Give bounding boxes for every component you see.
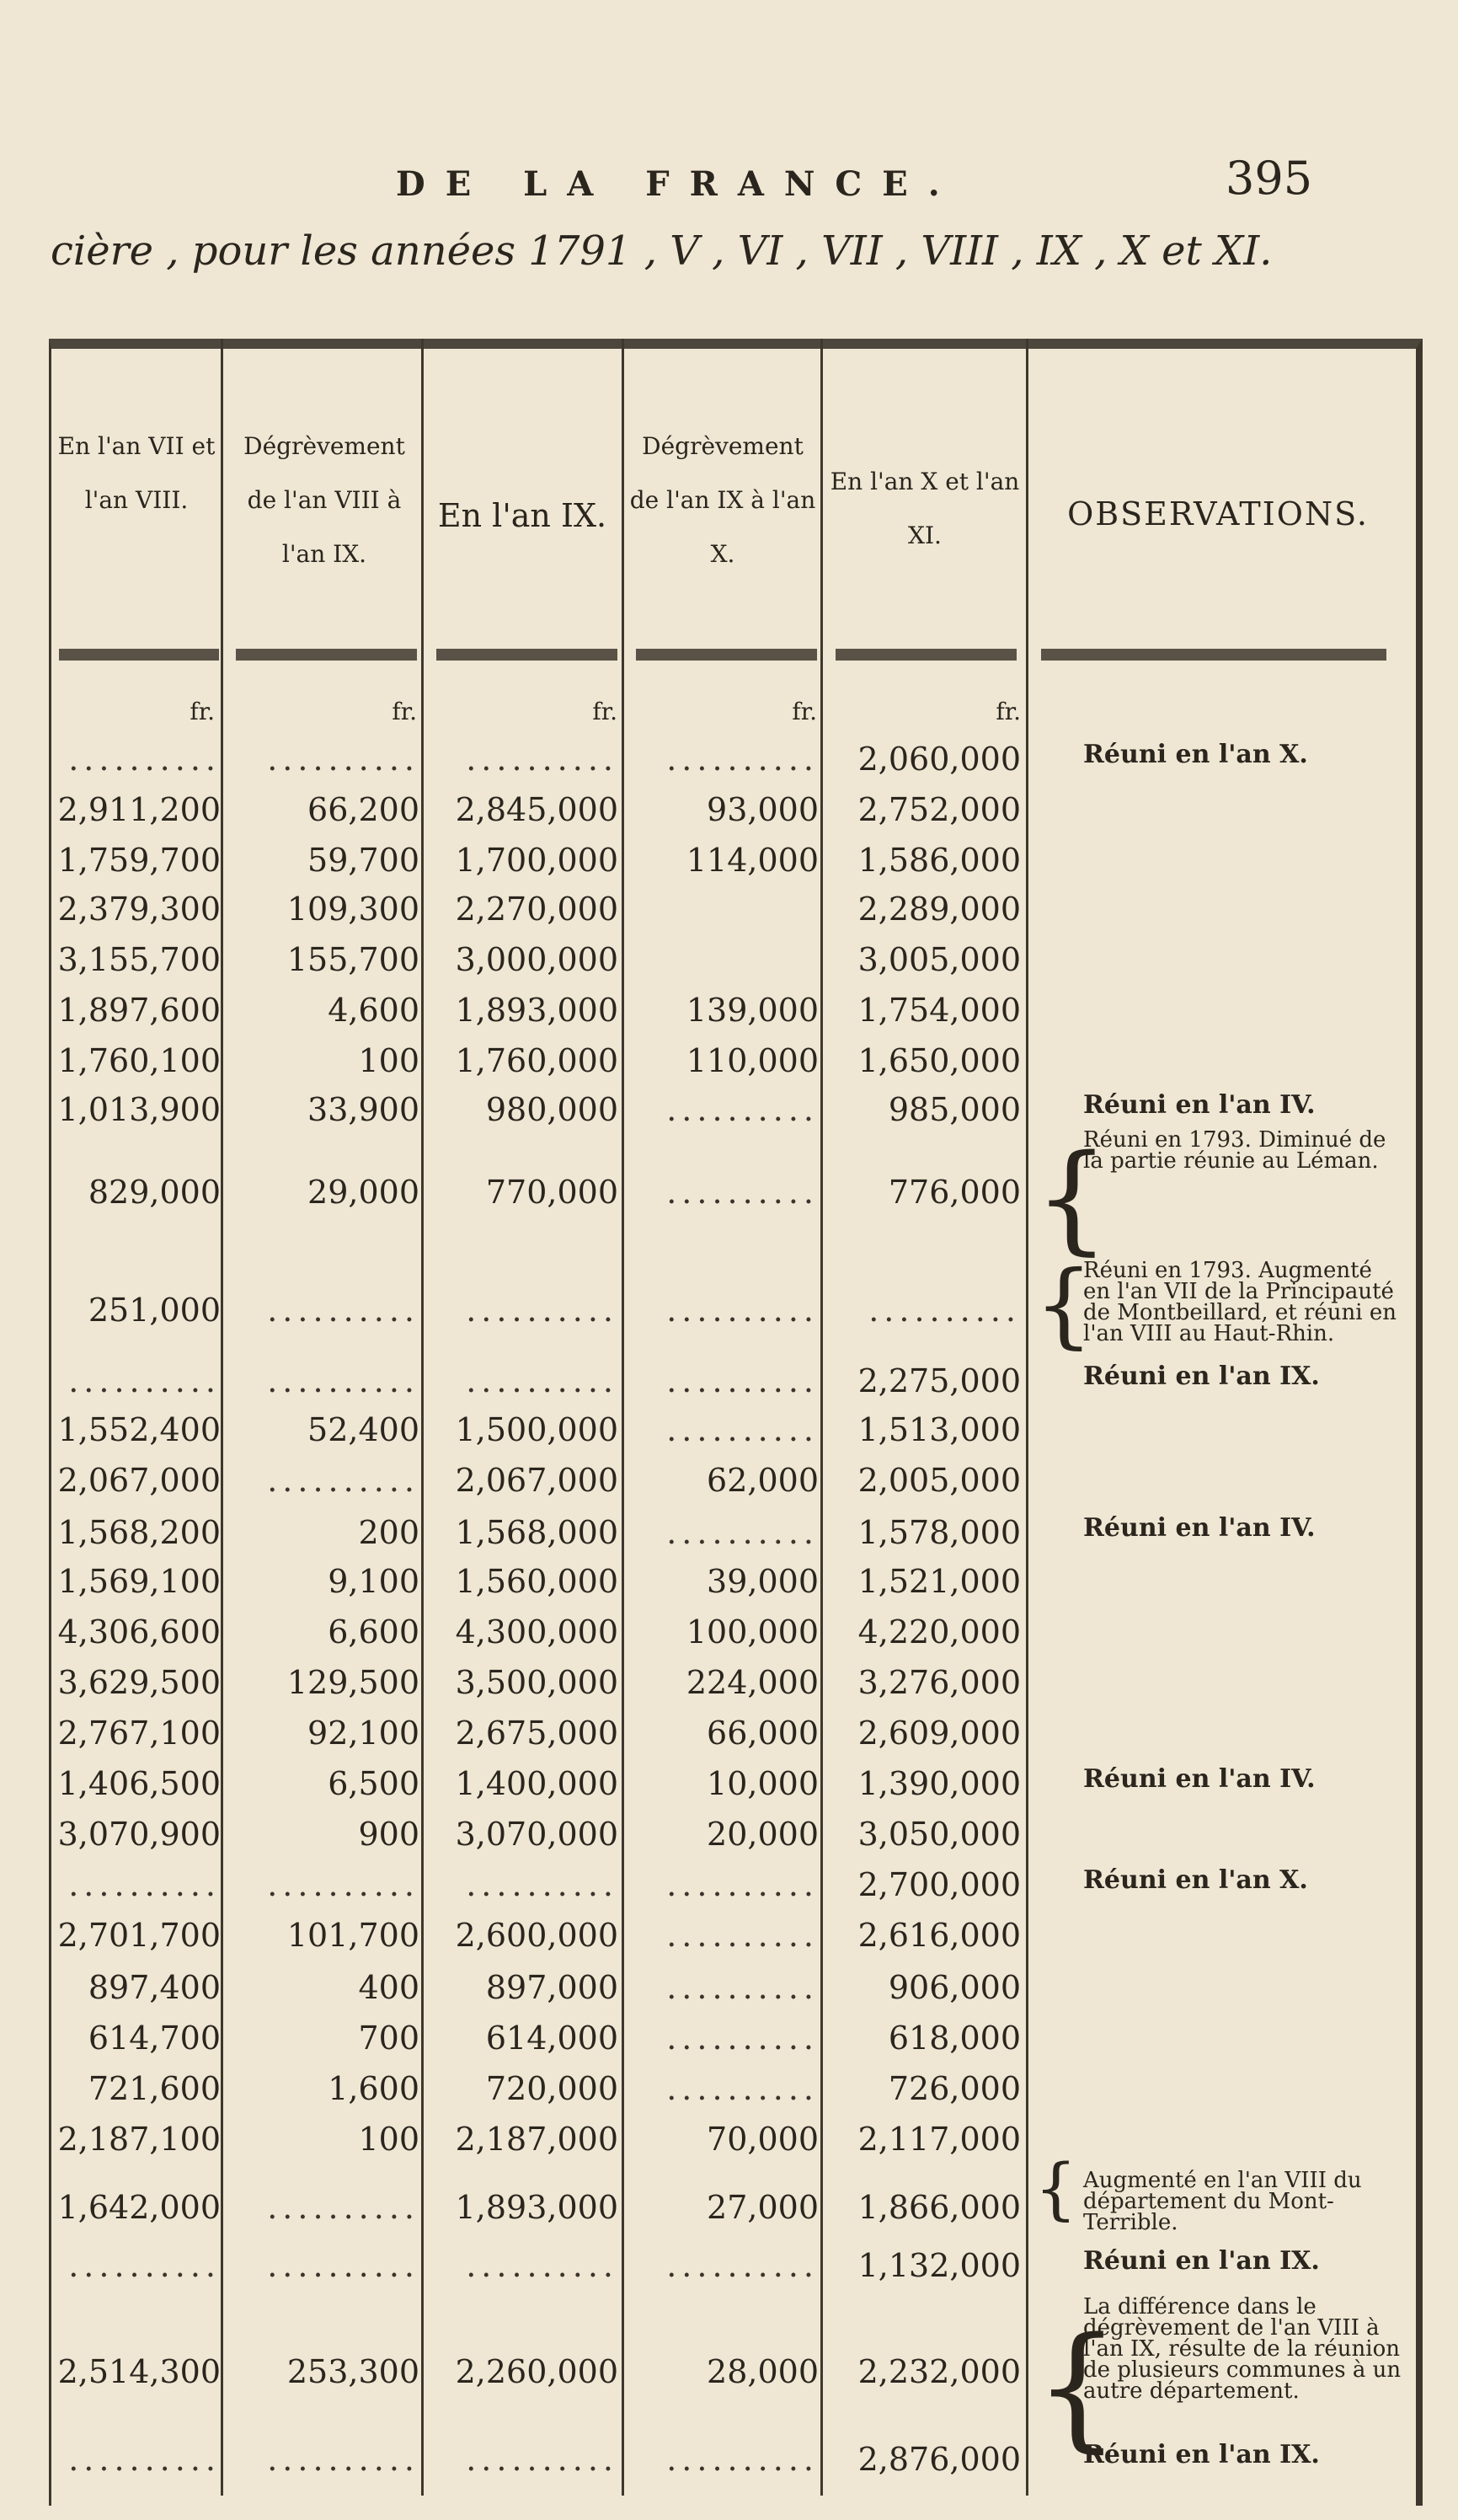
table-cell: 1,560,000 xyxy=(455,1563,618,1600)
table-cell: 52,400 xyxy=(307,1411,419,1448)
header-rule xyxy=(236,649,417,661)
column-header-observations: OBSERVATIONS. xyxy=(1067,495,1369,532)
table-row xyxy=(0,1036,1458,1085)
table-cell: .......... xyxy=(666,2070,819,2107)
table-cell: 2,275,000 xyxy=(857,1362,1021,1399)
table-row xyxy=(0,1658,1458,1707)
table-cell: 1,406,500 xyxy=(57,1765,221,1802)
table-cell: .......... xyxy=(466,1362,618,1399)
table-cell: 1,521,000 xyxy=(857,1563,1021,1600)
table-cell: .......... xyxy=(68,1866,221,1903)
table-row xyxy=(0,2241,1458,2290)
table-cell: .......... xyxy=(68,1362,221,1399)
table-cell: 776,000 xyxy=(888,1174,1021,1211)
observation-note: Réuni en l'an IV. xyxy=(1083,1513,1316,1543)
table-cell: .......... xyxy=(466,1292,618,1329)
table-cell: 66,200 xyxy=(307,791,419,828)
table-cell: 985,000 xyxy=(888,1091,1021,1128)
table-cell: 100 xyxy=(358,1042,419,1079)
table-row xyxy=(0,935,1458,984)
table-cell: 2,060,000 xyxy=(857,741,1021,778)
table-row xyxy=(0,1127,1458,1267)
table-cell: 139,000 xyxy=(686,992,819,1029)
table-cell: 29,000 xyxy=(307,1174,419,1211)
table-cell: .......... xyxy=(666,1969,819,2006)
table-cell: 253,300 xyxy=(286,2353,419,2390)
table-row xyxy=(0,885,1458,934)
unit-label: fr. xyxy=(996,698,1021,725)
table-cell: .......... xyxy=(666,1917,819,1954)
table-row xyxy=(0,1456,1458,1505)
table-cell: 4,306,600 xyxy=(57,1613,221,1651)
table-cell: 2,067,000 xyxy=(57,1462,221,1499)
table-cell: .......... xyxy=(666,1514,819,1551)
table-cell: 3,629,500 xyxy=(57,1664,221,1701)
table-row xyxy=(0,1810,1458,1859)
unit-label: fr. xyxy=(592,698,617,725)
table-cell: 2,752,000 xyxy=(857,791,1021,828)
table-cell: 1,754,000 xyxy=(857,992,1021,1029)
table-cell: 2,845,000 xyxy=(455,791,618,828)
table-cell: 1,013,900 xyxy=(57,1091,221,1128)
table-cell: 4,300,000 xyxy=(455,1613,618,1651)
table-cell: 1,650,000 xyxy=(857,1042,1021,1079)
table-row xyxy=(0,785,1458,834)
brace-icon: { xyxy=(1034,1250,1093,1358)
table-row xyxy=(0,1709,1458,1758)
table-cell: .......... xyxy=(666,1411,819,1448)
running-head: DE LA FRANCE. xyxy=(396,164,960,204)
table-cell: 1,400,000 xyxy=(455,1765,618,1802)
brace-icon: { xyxy=(1034,1130,1110,1267)
table-cell: .......... xyxy=(666,2020,819,2057)
table-cell: 27,000 xyxy=(707,2189,819,2226)
unit-label: fr. xyxy=(190,698,215,725)
table-cell: 1,759,700 xyxy=(57,842,221,879)
table-cell: 2,232,000 xyxy=(857,2353,1021,2390)
table-cell: 9,100 xyxy=(328,1563,419,1600)
table-cell: 829,000 xyxy=(88,1174,221,1211)
table-cell: 980,000 xyxy=(485,1091,618,1128)
table-cell: 3,155,700 xyxy=(57,941,221,978)
table-cell: .......... xyxy=(267,1362,419,1399)
column-header-col1: En l'an VII et l'an VIII. xyxy=(57,432,216,514)
table-cell: .......... xyxy=(666,1174,819,1211)
table-cell: .......... xyxy=(267,1292,419,1329)
page-number: 395 xyxy=(1226,152,1313,205)
table-cell: .......... xyxy=(466,2441,618,2478)
table-cell: 1,586,000 xyxy=(857,842,1021,879)
table-cell: 1,390,000 xyxy=(857,1765,1021,1802)
table-cell: .......... xyxy=(666,1866,819,1903)
table-cell: 2,187,100 xyxy=(57,2121,221,2158)
table-cell: 897,400 xyxy=(88,1969,221,2006)
observation-note: Réuni en l'an X. xyxy=(1083,1865,1308,1895)
table-cell: 726,000 xyxy=(888,2070,1021,2107)
table-cell: 2,270,000 xyxy=(455,891,618,928)
table-cell: 900 xyxy=(358,1816,419,1853)
table-cell: 618,000 xyxy=(888,2020,1021,2057)
table-cell: 2,600,000 xyxy=(455,1917,618,1954)
table-cell: 897,000 xyxy=(485,1969,618,2006)
table-cell: 1,760,000 xyxy=(455,1042,618,1079)
table-cell: 2,187,000 xyxy=(455,2121,618,2158)
table-cell: 200 xyxy=(358,1514,419,1551)
table-cell: .......... xyxy=(666,741,819,778)
table-cell: 6,600 xyxy=(328,1613,419,1651)
table-cell: 33,900 xyxy=(307,1091,419,1128)
table-cell: 4,220,000 xyxy=(857,1613,1021,1651)
table-cell: 6,500 xyxy=(328,1765,419,1802)
table-row xyxy=(0,1608,1458,1656)
table-cell: 4,600 xyxy=(328,992,419,1029)
table-cell: 62,000 xyxy=(707,1462,819,1499)
table-row xyxy=(0,836,1458,885)
unit-label: fr. xyxy=(392,698,417,725)
table-row xyxy=(0,1860,1458,1909)
observation-note: Réuni en l'an IV. xyxy=(1083,1764,1316,1794)
table-cell: 1,578,000 xyxy=(857,1514,1021,1551)
table-cell: .......... xyxy=(466,1866,618,1903)
table-row xyxy=(0,986,1458,1035)
table-cell: 155,700 xyxy=(286,941,419,978)
table-cell: 110,000 xyxy=(686,1042,819,1079)
table-cell: .......... xyxy=(267,741,419,778)
table-cell: 906,000 xyxy=(888,1969,1021,2006)
table-cell: 1,893,000 xyxy=(455,2189,618,2226)
table-row xyxy=(0,1508,1458,1557)
table-cell: 1,569,100 xyxy=(57,1563,221,1600)
table-cell: .......... xyxy=(666,1091,819,1128)
table-cell: 1,568,200 xyxy=(57,1514,221,1551)
table-cell: 3,276,000 xyxy=(857,1664,1021,1701)
table-cell: 400 xyxy=(358,1969,419,2006)
table-cell: 10,000 xyxy=(707,1765,819,1802)
table-cell: .......... xyxy=(466,2247,618,2284)
table-row xyxy=(0,1356,1458,1405)
table-cell: 70,000 xyxy=(707,2121,819,2158)
table-row xyxy=(0,735,1458,784)
table-cell: 129,500 xyxy=(286,1664,419,1701)
observation-note: Réuni en l'an IX. xyxy=(1083,2246,1320,2276)
header-rule xyxy=(436,649,617,661)
table-cell: 66,000 xyxy=(707,1715,819,1752)
table-cell: 100,000 xyxy=(686,1613,819,1651)
table-cell: 59,700 xyxy=(307,842,419,879)
table-cell: 2,876,000 xyxy=(857,2441,1021,2478)
header-rule xyxy=(636,649,817,661)
table-cell: 1,866,000 xyxy=(857,2189,1021,2226)
table-cell: .......... xyxy=(868,1292,1021,1329)
table-cell: .......... xyxy=(68,2441,221,2478)
table-row xyxy=(0,1759,1458,1808)
table-cell: 3,500,000 xyxy=(455,1664,618,1701)
table-cell: 2,260,000 xyxy=(455,2353,618,2390)
table-cell: 1,642,000 xyxy=(57,2189,221,2226)
table-cell: .......... xyxy=(267,1866,419,1903)
table-cell: .......... xyxy=(666,2247,819,2284)
table-cell: 1,700,000 xyxy=(455,842,618,879)
table-cell: .......... xyxy=(68,2247,221,2284)
table-cell: 1,513,000 xyxy=(857,1411,1021,1448)
table-row xyxy=(0,1911,1458,1960)
table-cell: 770,000 xyxy=(485,1174,618,1211)
table-cell: 3,070,900 xyxy=(57,1816,221,1853)
table-cell: 614,000 xyxy=(485,2020,618,2057)
table-cell: 114,000 xyxy=(686,842,819,879)
table-cell: 3,005,000 xyxy=(857,941,1021,978)
table-row xyxy=(0,2435,1458,2484)
table-cell: 2,067,000 xyxy=(455,1462,618,1499)
table-cell: 3,070,000 xyxy=(455,1816,618,1853)
observation-note: Réuni en l'an IV. xyxy=(1083,1090,1316,1120)
brace-icon: { xyxy=(1034,2308,1120,2465)
table-cell: 2,289,000 xyxy=(857,891,1021,928)
table-cell: 700 xyxy=(358,2020,419,2057)
table-cell: 2,514,300 xyxy=(57,2353,221,2390)
brace-icon: { xyxy=(1034,2149,1077,2228)
table-cell: 100 xyxy=(358,2121,419,2158)
table-row xyxy=(0,1963,1458,2012)
table-cell: 109,300 xyxy=(286,891,419,928)
table-row xyxy=(0,2014,1458,2063)
table-cell: 720,000 xyxy=(485,2070,618,2107)
table-cell: .......... xyxy=(267,2247,419,2284)
table-cell: 2,005,000 xyxy=(857,1462,1021,1499)
table-cell: 2,701,700 xyxy=(57,1917,221,1954)
table-cell: .......... xyxy=(68,741,221,778)
header-rule xyxy=(1041,649,1386,661)
table-cell: 39,000 xyxy=(707,1563,819,1600)
observation-note: Réuni en l'an IX. xyxy=(1083,1362,1320,1391)
page-subtitle: cière , pour les années 1791 , V , VI , VII , VIII , IX , X et XI. xyxy=(51,227,1273,275)
table-cell: 3,050,000 xyxy=(857,1816,1021,1853)
table-cell: .......... xyxy=(666,2441,819,2478)
table-cell: 2,911,200 xyxy=(57,791,221,828)
table-cell: 1,893,000 xyxy=(455,992,618,1029)
table-cell: 2,379,300 xyxy=(57,891,221,928)
unit-label: fr. xyxy=(792,698,817,725)
header-rule xyxy=(836,649,1017,661)
table-cell: 93,000 xyxy=(707,791,819,828)
table-cell: 2,675,000 xyxy=(455,1715,618,1752)
page-header xyxy=(0,152,1458,219)
table-cell: 1,132,000 xyxy=(857,2247,1021,2284)
column-header-col2: Dégrèvement de l'an VIII à l'an IX. xyxy=(243,432,405,568)
observation-note: Réuni en l'an X. xyxy=(1083,740,1308,769)
observation-note: Réuni en 1793. Diminué de la partie réunie au Léman. xyxy=(1083,1127,1386,1174)
header-rule xyxy=(59,649,219,661)
table-cell: .......... xyxy=(267,2189,419,2226)
column-header-col3: En l'an IX. xyxy=(437,497,607,534)
table-cell: 2,616,000 xyxy=(857,1917,1021,1954)
observation-note: Augmenté en l'an VIII du département du Mont-Terrible. xyxy=(1083,2168,1362,2235)
table-cell: 2,117,000 xyxy=(857,2121,1021,2158)
table-cell: .......... xyxy=(267,1462,419,1499)
table-cell: 2,700,000 xyxy=(857,1866,1021,1903)
table-cell: 1,897,600 xyxy=(57,992,221,1029)
table-cell: 2,767,100 xyxy=(57,1715,221,1752)
table-cell: 2,609,000 xyxy=(857,1715,1021,1752)
table-cell: .......... xyxy=(466,741,618,778)
observation-note: Réuni en 1793. Augmenté en l'an VII de la Principauté de Montbeillard, et réuni en l'an VIII au Haut-Rhin. xyxy=(1083,1258,1397,1346)
observation-note: La différence dans le dégrèvement de l'an VIII à l'an IX, résulte de la réunion de plusieurs communes à un autre département. xyxy=(1083,2294,1402,2404)
table-cell: 3,000,000 xyxy=(455,941,618,978)
table-cell: 1,760,100 xyxy=(57,1042,221,1079)
table-cell: 251,000 xyxy=(88,1292,221,1329)
table-cell: .......... xyxy=(666,1362,819,1399)
table-cell: .......... xyxy=(267,2441,419,2478)
table-row xyxy=(0,2115,1458,2164)
column-header-col4: Dégrèvement de l'an IX à l'an X. xyxy=(629,432,816,568)
column-header-col5: En l'an X et l'an XI. xyxy=(830,468,1020,549)
table-row xyxy=(0,1250,1458,1358)
table-cell: 92,100 xyxy=(307,1715,419,1752)
table-row xyxy=(0,2064,1458,2113)
table-row xyxy=(0,1557,1458,1606)
table-cell: 1,552,400 xyxy=(57,1411,221,1448)
observation-note: Réuni en l'an IX. xyxy=(1083,2440,1320,2469)
table-row xyxy=(0,2149,1458,2241)
table-cell: .......... xyxy=(666,1292,819,1329)
table-row xyxy=(0,1405,1458,1454)
table-cell: 28,000 xyxy=(707,2353,819,2390)
table-cell: 224,000 xyxy=(686,1664,819,1701)
table-cell: 1,500,000 xyxy=(455,1411,618,1448)
table-cell: 101,700 xyxy=(286,1917,419,1954)
table-cell: 1,568,000 xyxy=(455,1514,618,1551)
table-cell: 20,000 xyxy=(707,1816,819,1853)
table-cell: 721,600 xyxy=(88,2070,221,2107)
table-cell: 614,700 xyxy=(88,2020,221,2057)
table-cell: 1,600 xyxy=(328,2070,419,2107)
